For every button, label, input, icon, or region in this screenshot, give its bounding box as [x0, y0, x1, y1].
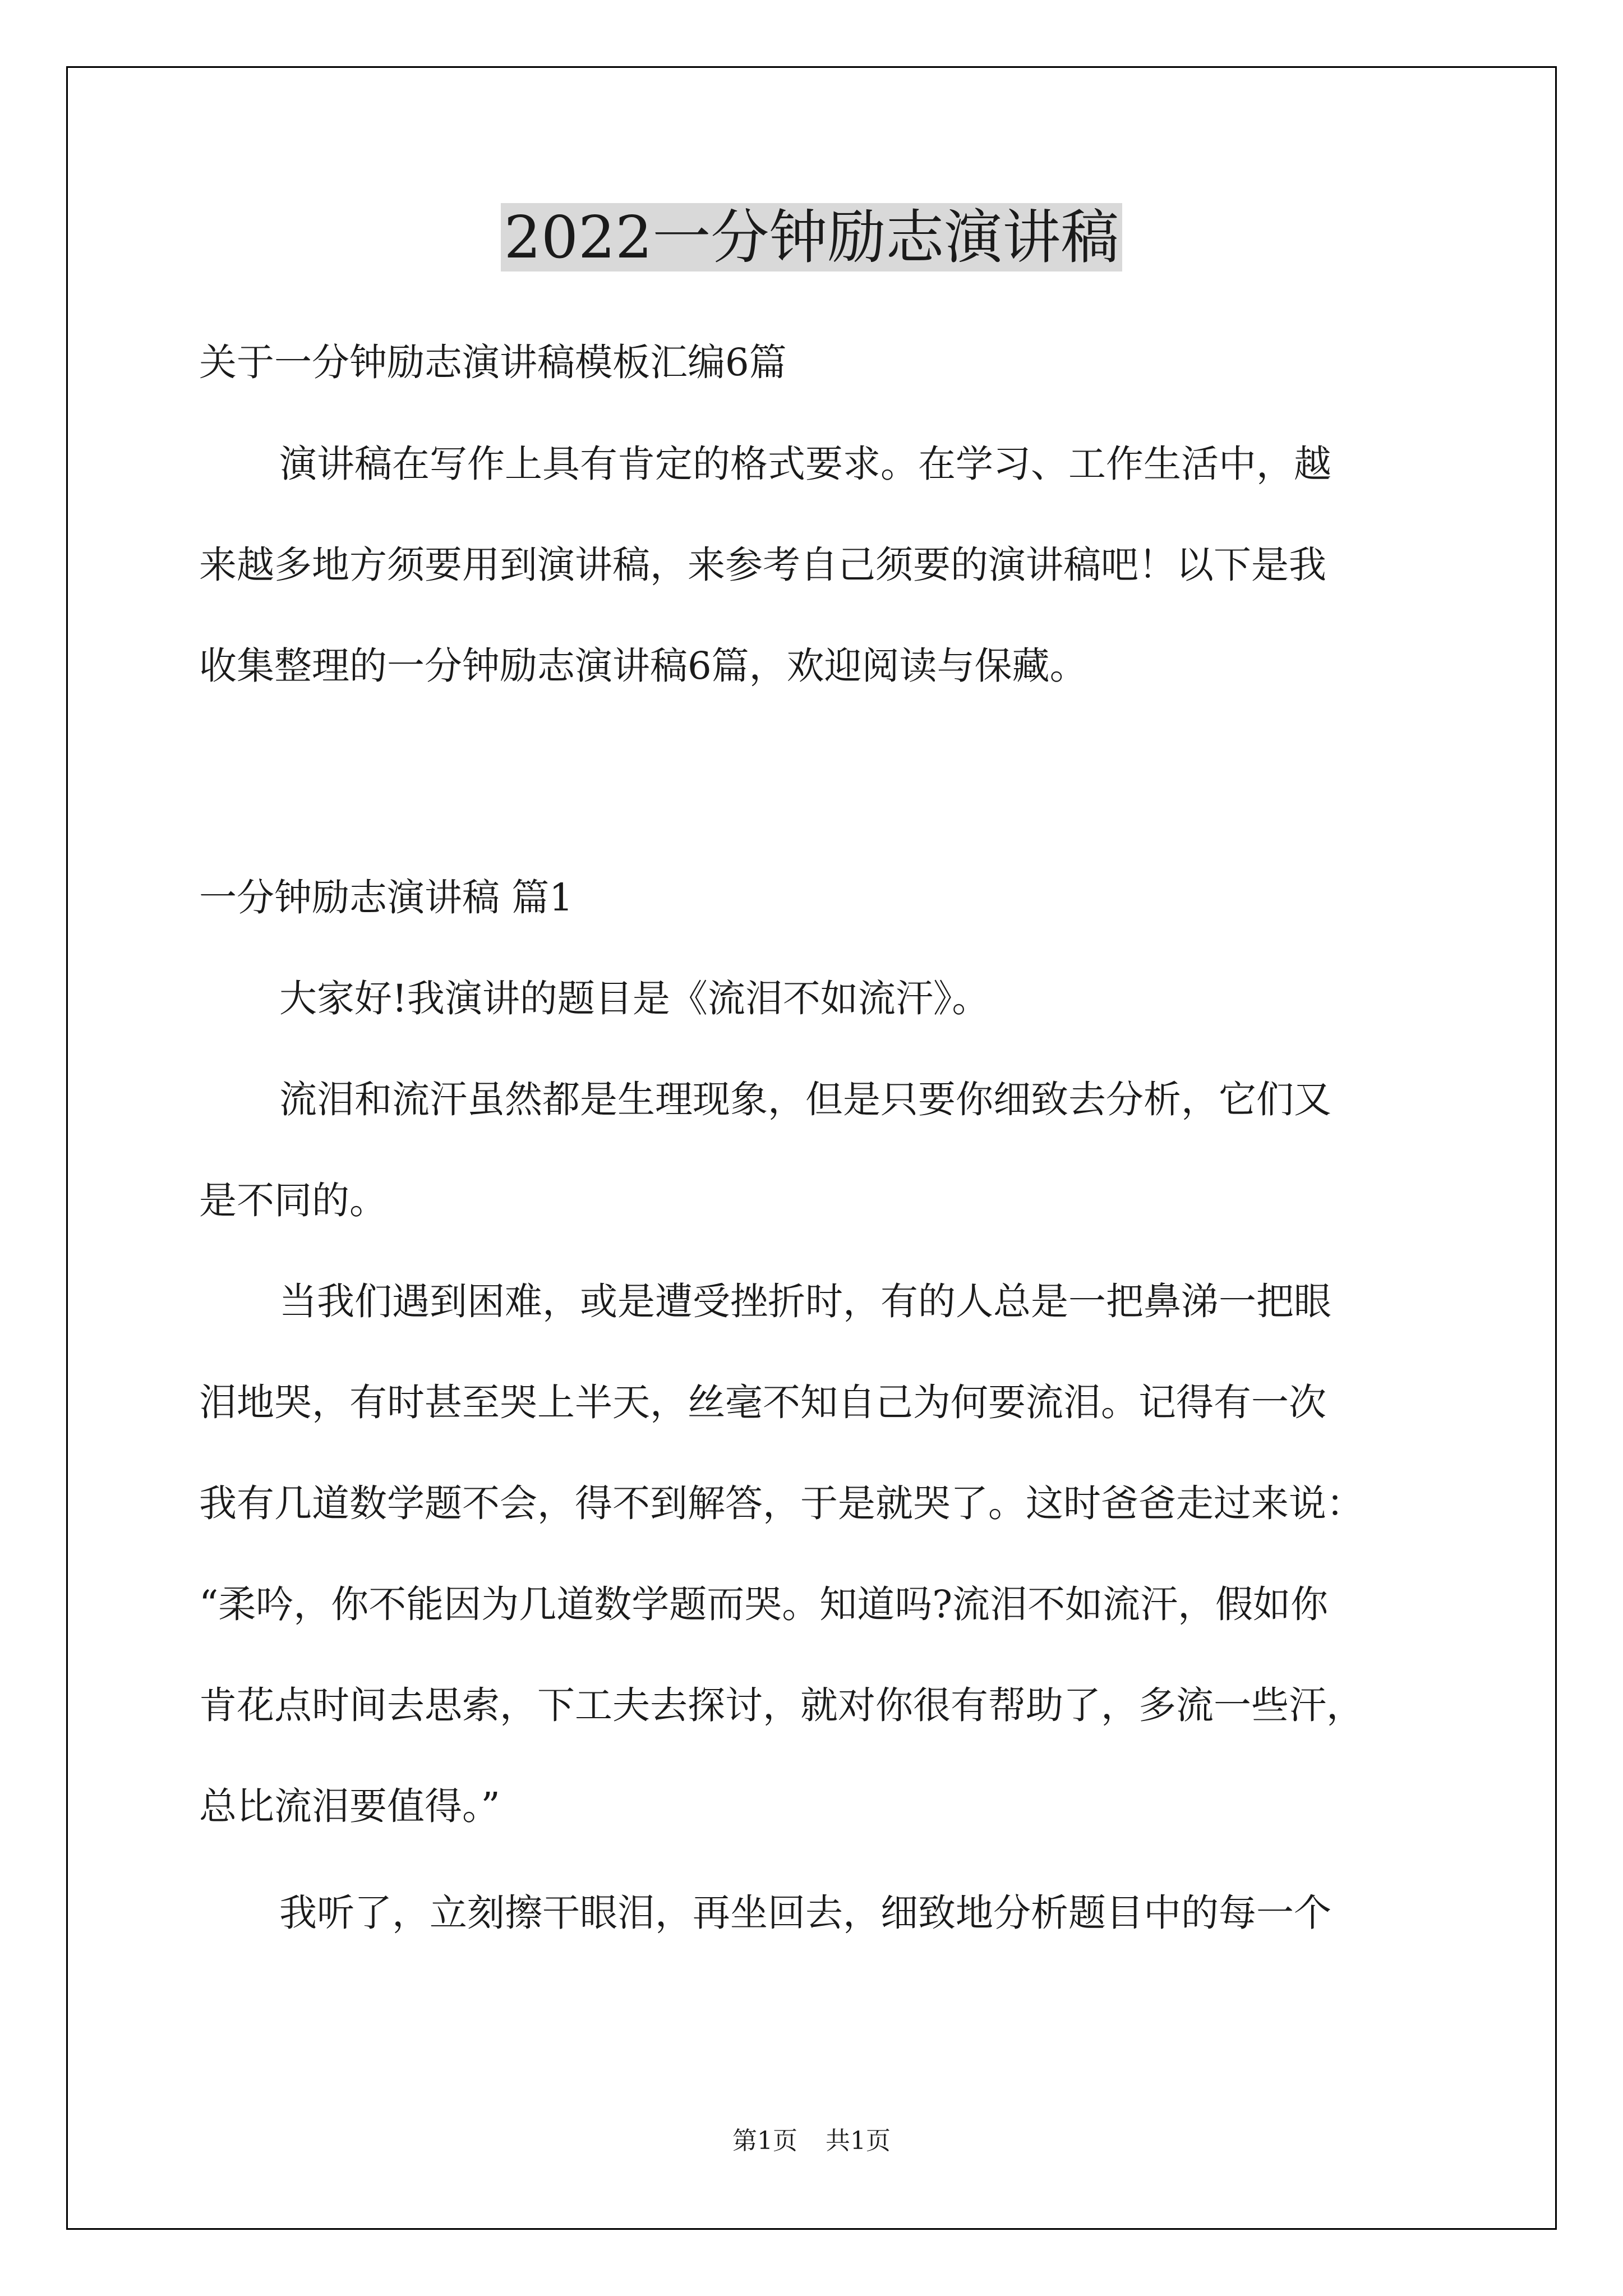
- document-title-text: 2022一分钟励志演讲稿: [501, 203, 1123, 272]
- page-footer: [0, 2124, 1623, 2158]
- total-pages: 共1页: [826, 2127, 891, 2155]
- document-title: [0, 201, 1623, 274]
- body-line-9: 总比流泪要值得。”: [199, 1784, 500, 1828]
- document-subtitle: 关于一分钟励志演讲稿模板汇编6篇: [199, 341, 787, 384]
- body-line-3: 是不同的。: [199, 1179, 387, 1222]
- intro-line-3: 收集整理的一分钟励志演讲稿6篇，欢迎阅读与保藏。: [199, 644, 1087, 688]
- body-line-1: 大家好!我演讲的题目是《流泪不如流汗》。: [279, 977, 990, 1020]
- section-heading: 一分钟励志演讲稿 篇1: [199, 876, 573, 919]
- body-line-4: 当我们遇到困难，或是遭受挫折时，有的人总是一把鼻涕一把眼: [279, 1280, 1331, 1323]
- body-line-7: “柔吟，你不能因为几道数学题而哭。知道吗?流泪不如流汗，假如你: [199, 1582, 1329, 1626]
- body-line-10: 我听了，立刻擦干眼泪，再坐回去，细致地分析题目中的每一个: [279, 1891, 1331, 1935]
- body-line-5: 泪地哭，有时甚至哭上半天，丝毫不知自己为何要流泪。记得有一次: [199, 1381, 1326, 1424]
- body-line-6: 我有几道数学题不会，得不到解答，于是就哭了。这时爸爸走过来说：: [199, 1481, 1364, 1525]
- page-number: 第1页: [732, 2127, 797, 2155]
- body-line-8: 肯花点时间去思索，下工夫去探讨，就对你很有帮助了，多流一些汗，: [199, 1683, 1364, 1727]
- intro-line-2: 来越多地方须要用到演讲稿，来参考自己须要的演讲稿吧！以下是我: [199, 543, 1326, 587]
- body-line-2: 流泪和流汗虽然都是生理现象，但是只要你细致去分析，它们又: [279, 1078, 1331, 1121]
- intro-line-1: 演讲稿在写作上具有肯定的格式要求。在学习、工作生活中，越: [279, 442, 1331, 486]
